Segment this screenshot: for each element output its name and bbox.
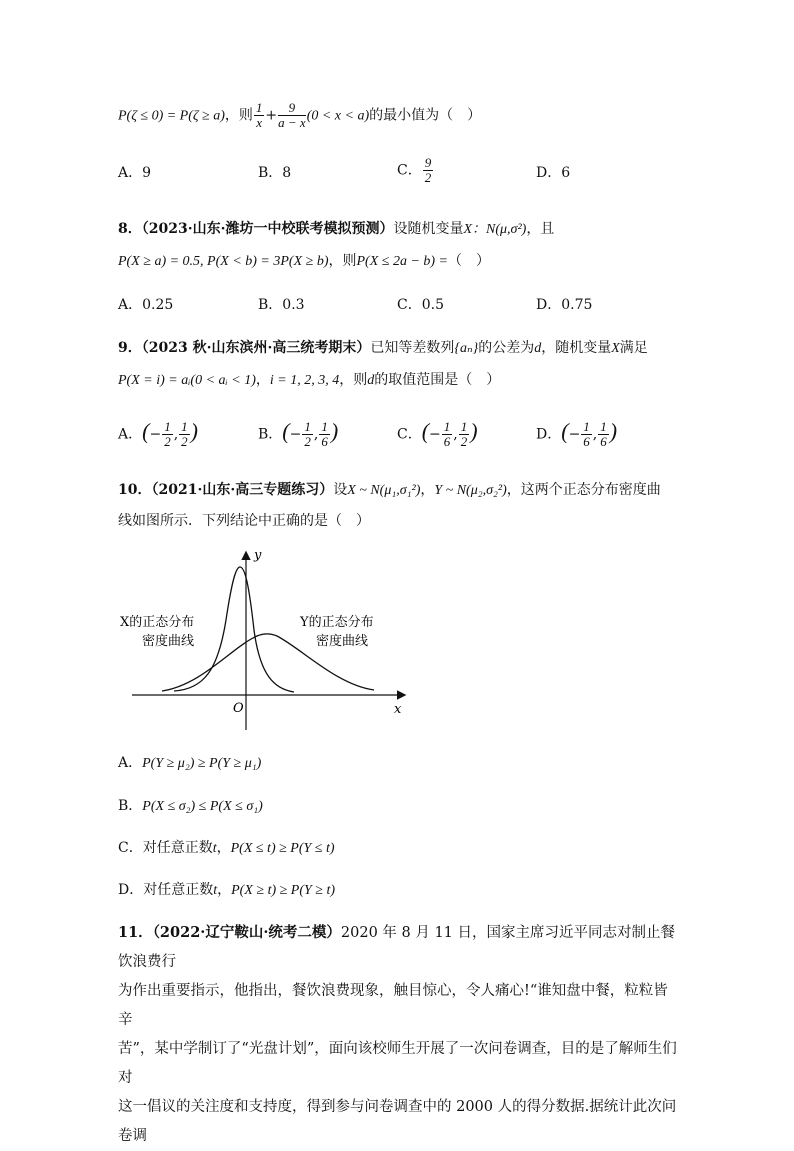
option-label: B． bbox=[258, 297, 283, 313]
q11-line3: 苦”，某中学制订了“光盘计划”，面向该校师生开展了一次问卷调查，目的是了解师生们对 bbox=[118, 1041, 677, 1086]
option-math: P(X ≤ σ₂) ≤ P(X ≤ σ₁) bbox=[142, 799, 263, 814]
q10-figure bbox=[112, 545, 412, 735]
q8-stem2-math: P(X ≥ a) = 0.5, P(X < b) = 3P(X ≥ b) bbox=[118, 254, 329, 269]
q7-frac1 bbox=[254, 101, 265, 130]
q7-frac1-num: 1 bbox=[255, 100, 263, 115]
x-curve-label-line2: 密度曲线 bbox=[142, 634, 195, 649]
q10-number: 10． bbox=[118, 482, 152, 498]
q9-stem-line2 bbox=[118, 369, 500, 392]
interval-upper bbox=[179, 420, 190, 449]
interval-upper bbox=[598, 420, 609, 449]
option-label: D． bbox=[536, 165, 562, 181]
q8-stem-line2 bbox=[118, 250, 490, 273]
q11-line1-text: 2020 年 8 月 11 日，国家主席习近平同志对制止餐饮浪费行 bbox=[118, 925, 676, 970]
interval-upper bbox=[319, 420, 330, 449]
q8-option-a[interactable] bbox=[118, 294, 173, 316]
q9-stem2-math2: i = 1, 2, 3, 4 bbox=[269, 373, 340, 388]
option-label: A． bbox=[118, 755, 143, 771]
option-label: C． bbox=[397, 297, 422, 313]
option-label: B． bbox=[258, 426, 283, 443]
interval-lower bbox=[162, 420, 173, 449]
q8-source: （2023·山东·潍坊一中校联考模拟预测） bbox=[141, 221, 394, 237]
x-curve-label-line1: X的正态分布 bbox=[120, 615, 195, 630]
x-axis-label: x bbox=[394, 702, 402, 717]
option-fraction bbox=[423, 156, 434, 185]
q10-source: （2021·山东·高三专题练习） bbox=[151, 482, 334, 498]
q9-stem2-end: 的取值范围是（ ） bbox=[374, 372, 501, 388]
q10-option-a[interactable] bbox=[118, 752, 261, 775]
q9-source: （2023 秋·山东滨州·高三统考期末） bbox=[141, 340, 371, 356]
interval-upper bbox=[459, 420, 470, 449]
q10-stem2: 线如图所示．下列结论中正确的是（ ） bbox=[118, 513, 370, 529]
fraction-den: 6 bbox=[321, 434, 328, 449]
option-value: 8 bbox=[282, 165, 292, 181]
q9-stem1-end2: 满足 bbox=[619, 340, 648, 356]
q7-stem bbox=[118, 101, 481, 130]
option-label: A． bbox=[118, 426, 143, 443]
fraction-num: 9 bbox=[424, 155, 432, 170]
option-value: 0.25 bbox=[142, 297, 174, 313]
q10-option-b[interactable] bbox=[118, 795, 263, 818]
option-variable: t bbox=[213, 883, 218, 898]
q10-stem-line1 bbox=[118, 479, 661, 502]
q10-option-d[interactable] bbox=[118, 879, 335, 902]
option-label: D． bbox=[536, 297, 562, 313]
option-text: 对任意正数 bbox=[142, 840, 213, 856]
fraction-num: 1 bbox=[164, 419, 171, 434]
q9-stem1-math: {aₙ} bbox=[454, 341, 479, 356]
q7-option-b[interactable] bbox=[258, 162, 291, 184]
q11-line1 bbox=[118, 918, 678, 977]
option-label: C． bbox=[397, 162, 422, 179]
interval-close: ) bbox=[609, 418, 618, 444]
fraction-den: 2 bbox=[424, 170, 432, 185]
q9-stem1-x: X bbox=[611, 341, 620, 356]
q9-option-a[interactable]: A．(− $\frac{1}{2}$ , $\frac{1}{2}$ ) bbox=[118, 418, 198, 449]
interval-lower bbox=[581, 420, 592, 449]
option-variable: t bbox=[212, 841, 217, 856]
q7-stem-math: P(ζ ≤ 0) = P(ζ ≥ a) bbox=[118, 108, 225, 124]
q9-stem2-mid: ， bbox=[255, 372, 270, 388]
q7-frac2-den: a − x bbox=[278, 115, 306, 130]
q9-stem2-d: d bbox=[367, 373, 375, 388]
q9-option-c[interactable]: C．(− $\frac{1}{6}$ , $\frac{1}{2}$ ) bbox=[397, 418, 478, 449]
fraction-num: 1 bbox=[181, 419, 188, 434]
q7-option-c[interactable] bbox=[397, 156, 434, 185]
option-value: 0.75 bbox=[561, 297, 593, 313]
q8-stem1-math: X：N(μ,σ²) bbox=[463, 222, 527, 237]
q8-option-d[interactable] bbox=[536, 294, 592, 316]
option-math: P(X ≤ t) ≥ P(Y ≤ t) bbox=[230, 841, 335, 856]
q8-option-c[interactable] bbox=[397, 294, 444, 316]
q9-stem-line1 bbox=[118, 337, 648, 360]
option-label: D． bbox=[536, 426, 562, 443]
q9-stem1-end: ，随机变量 bbox=[541, 340, 612, 356]
fraction-den: 2 bbox=[460, 434, 468, 449]
q7-frac2 bbox=[278, 101, 306, 130]
q8-stem-line1 bbox=[118, 218, 554, 241]
fraction-den: 2 bbox=[304, 434, 311, 449]
q7-frac2-num: 9 bbox=[278, 101, 306, 116]
q8-stem2-end: （ ） bbox=[448, 253, 491, 269]
q8-number: 8． bbox=[118, 221, 142, 237]
q11-line4: 这一倡议的关注度和支持度，得到参与问卷调查中的 2000 人的得分数据.据统计此次问卷调 bbox=[118, 1099, 677, 1144]
q7-frac1-den: x bbox=[256, 115, 263, 130]
q10-stem-line2 bbox=[118, 510, 370, 532]
q7-option-d[interactable] bbox=[536, 162, 570, 184]
option-label: C． bbox=[397, 426, 422, 443]
q8-stem1-end: ，且 bbox=[526, 221, 555, 237]
option-value: 0.3 bbox=[282, 297, 305, 313]
option-value: 6 bbox=[561, 165, 571, 181]
q9-option-b[interactable]: B．(− $\frac{1}{2}$ , $\frac{1}{6}$ ) bbox=[258, 418, 339, 449]
fraction-den: 6 bbox=[600, 434, 607, 449]
q8-option-b[interactable] bbox=[258, 294, 305, 316]
option-label: D． bbox=[118, 882, 144, 898]
option-label: B． bbox=[258, 165, 283, 181]
option-math: P(Y ≥ μ₂) ≥ P(Y ≥ μ₁) bbox=[142, 756, 262, 771]
option-math: P(X ≥ t) ≥ P(Y ≥ t) bbox=[231, 883, 336, 898]
option-label: A． bbox=[118, 297, 143, 313]
option-text: 对任意正数 bbox=[143, 882, 214, 898]
fraction-den: 6 bbox=[583, 434, 590, 449]
fraction-num: 1 bbox=[321, 419, 328, 434]
q10-option-c[interactable] bbox=[118, 837, 335, 860]
option-label: A． bbox=[118, 165, 143, 181]
option-label: C． bbox=[118, 840, 143, 856]
interval-close: ) bbox=[470, 418, 478, 444]
fraction-num: 1 bbox=[600, 419, 607, 434]
y-axis-label: y bbox=[254, 548, 262, 563]
q11-line2: 为作出重要指示，他指出，餐饮浪费现象，触目惊心，令人痛心!“谁知盘中餐，粒粒皆辛 bbox=[118, 983, 668, 1028]
fraction-num: 1 bbox=[443, 419, 451, 434]
q9-stem2-mid2: ，则 bbox=[339, 372, 368, 388]
q7-stem-end: 的最小值为（ ） bbox=[369, 107, 482, 124]
q8-stem2-math2: P(X ≤ 2a − b) = bbox=[356, 254, 449, 269]
option-value: 9 bbox=[142, 165, 152, 181]
fraction-den: 2 bbox=[164, 434, 171, 449]
q9-stem2-math: P(X = i) = aᵢ(0 < aᵢ < 1) bbox=[118, 373, 256, 388]
interval-close: ) bbox=[330, 418, 339, 444]
interval-lower bbox=[442, 420, 453, 449]
y-curve-label-line2: 密度曲线 bbox=[316, 634, 369, 649]
q10-stem1-math: X ~ N(μ₁,σ₁²) bbox=[347, 483, 421, 498]
fraction-num: 1 bbox=[460, 419, 468, 434]
q9-stem1-mid: 的公差为 bbox=[478, 340, 535, 356]
q9-stem1-d: d bbox=[534, 341, 542, 356]
fraction-num: 1 bbox=[304, 419, 311, 434]
q10-stem1-math2: Y ~ N(μ₂,σ₂²) bbox=[434, 483, 507, 498]
q11-source: （2022·辽宁鞍山·统考二模） bbox=[152, 924, 341, 941]
fraction-den: 6 bbox=[443, 434, 451, 449]
interval-close: ) bbox=[190, 418, 198, 444]
q9-stem1: 已知等差数列 bbox=[370, 340, 455, 356]
q11-number: 11． bbox=[118, 924, 153, 941]
q10-stem1: 设 bbox=[333, 482, 348, 498]
q9-option-d[interactable]: D．(− $\frac{1}{6}$ , $\frac{1}{6}$ ) bbox=[536, 418, 618, 449]
origin-label: O bbox=[233, 701, 244, 716]
option-value: 0.5 bbox=[421, 297, 444, 313]
q11-paragraph bbox=[118, 918, 678, 1151]
option-separator: ， bbox=[216, 840, 231, 856]
option-label: B． bbox=[118, 798, 143, 814]
q8-stem2-mid: ，则 bbox=[328, 253, 357, 269]
q10-stem1-sep: ， bbox=[420, 482, 435, 498]
q10-stem1-end: ，这两个正态分布密度曲 bbox=[506, 482, 661, 498]
fraction-num: 1 bbox=[583, 419, 590, 434]
q8-stem1: 设随机变量 bbox=[393, 221, 464, 237]
q7-range: (0 < x < a) bbox=[306, 108, 370, 124]
interval-open: ( bbox=[421, 418, 430, 444]
interval-open: ( bbox=[142, 418, 150, 444]
y-curve-label-line1: Y的正态分布 bbox=[300, 615, 374, 630]
fraction-den: 2 bbox=[181, 434, 188, 449]
q7-stem-mid: ，则 bbox=[224, 107, 253, 124]
q7-plus: + bbox=[265, 107, 278, 124]
q9-number: 9． bbox=[118, 340, 142, 356]
option-separator: ， bbox=[217, 882, 232, 898]
interval-open: ( bbox=[561, 418, 569, 444]
interval-lower bbox=[302, 420, 313, 449]
q7-option-a[interactable] bbox=[118, 162, 151, 184]
interval-open: ( bbox=[282, 418, 290, 444]
